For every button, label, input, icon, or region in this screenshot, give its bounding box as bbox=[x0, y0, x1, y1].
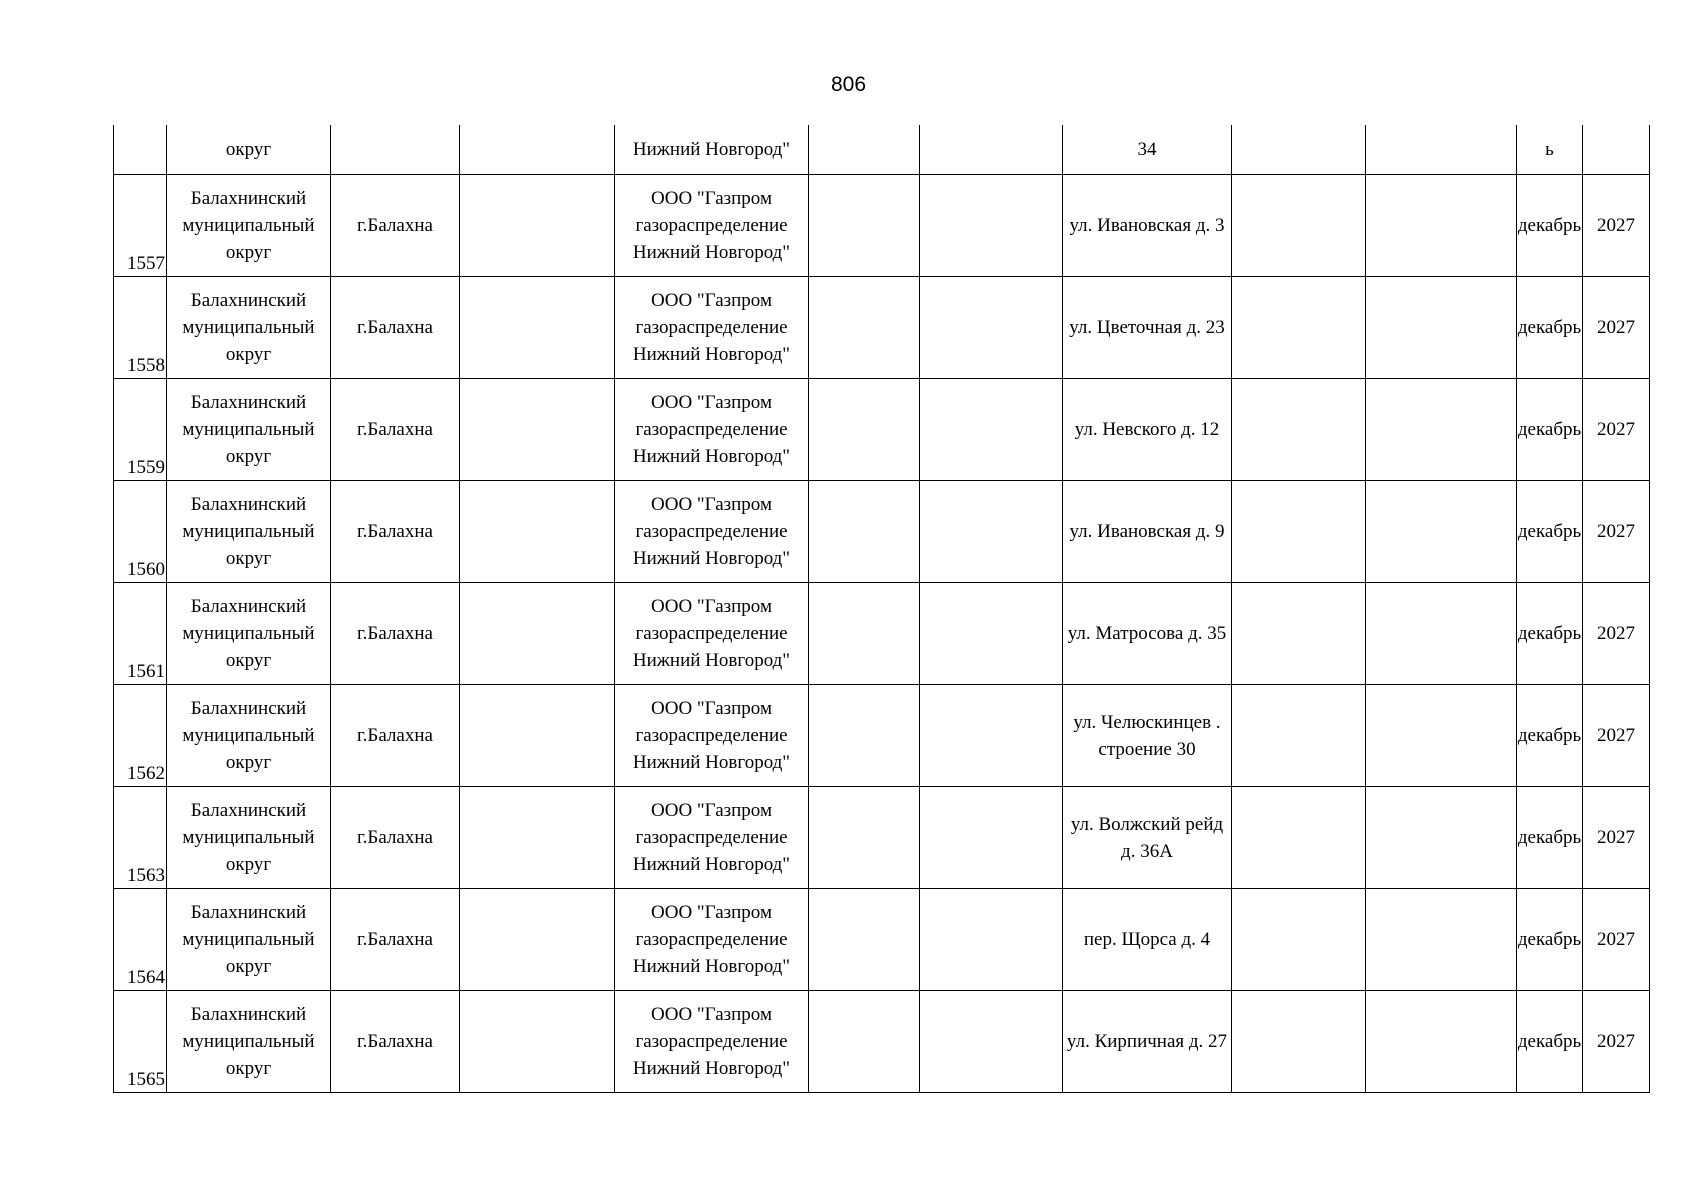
cell-blank-2 bbox=[809, 889, 920, 991]
cell-blank-2 bbox=[809, 379, 920, 481]
cell-blank-4 bbox=[1232, 991, 1366, 1093]
cell-blank-5 bbox=[1366, 379, 1517, 481]
cell-blank-3 bbox=[920, 787, 1063, 889]
cell-settlement: г.Балахна bbox=[331, 889, 460, 991]
cell-address: ул. Кирпичная д. 27 bbox=[1063, 991, 1232, 1093]
cell-district: Балахнинский муниципальный округ bbox=[167, 379, 331, 481]
cell-num: 1563 bbox=[114, 787, 167, 889]
cell-num bbox=[114, 125, 167, 175]
cell-operator: ООО "Газпром газораспределение Нижний Новгород" bbox=[615, 685, 809, 787]
cell-num: 1562 bbox=[114, 685, 167, 787]
cell-blank-2 bbox=[809, 481, 920, 583]
cell-blank-2 bbox=[809, 685, 920, 787]
cell-blank-4 bbox=[1232, 125, 1366, 175]
cell-blank-1 bbox=[460, 685, 615, 787]
cell-settlement: г.Балахна bbox=[331, 175, 460, 277]
registry-body bbox=[114, 125, 1650, 1093]
table-row bbox=[114, 379, 1650, 481]
cell-settlement: г.Балахна bbox=[331, 787, 460, 889]
cell-year: 2027 bbox=[1583, 175, 1650, 277]
cell-blank-1 bbox=[460, 991, 615, 1093]
cell-district: Балахнинский муниципальный округ bbox=[167, 685, 331, 787]
cell-blank-1 bbox=[460, 125, 615, 175]
cell-month: ь bbox=[1517, 125, 1583, 175]
page-number: 806 bbox=[830, 73, 867, 96]
cell-blank-3 bbox=[920, 889, 1063, 991]
cell-address: 34 bbox=[1063, 125, 1232, 175]
cell-blank-5 bbox=[1366, 125, 1517, 175]
cell-blank-1 bbox=[460, 787, 615, 889]
cell-num: 1561 bbox=[114, 583, 167, 685]
cell-num: 1558 bbox=[114, 277, 167, 379]
table-row bbox=[114, 991, 1650, 1093]
cell-blank-2 bbox=[809, 175, 920, 277]
cell-settlement: г.Балахна bbox=[331, 583, 460, 685]
cell-blank-3 bbox=[920, 379, 1063, 481]
cell-district: Балахнинский муниципальный округ bbox=[167, 787, 331, 889]
cell-district: Балахнинский муниципальный округ bbox=[167, 991, 331, 1093]
cell-district: Балахнинский муниципальный округ bbox=[167, 481, 331, 583]
cell-month: декабрь bbox=[1517, 481, 1583, 583]
cell-blank-1 bbox=[460, 583, 615, 685]
cell-blank-3 bbox=[920, 125, 1063, 175]
cell-operator: ООО "Газпром газораспределение Нижний Новгород" bbox=[615, 277, 809, 379]
continuation-row bbox=[114, 125, 1650, 175]
registry-table bbox=[113, 125, 1650, 1093]
cell-address: ул. Ивановская д. 9 bbox=[1063, 481, 1232, 583]
cell-num: 1559 bbox=[114, 379, 167, 481]
cell-address: ул. Невского д. 12 bbox=[1063, 379, 1232, 481]
table-row bbox=[114, 175, 1650, 277]
cell-district: Балахнинский муниципальный округ bbox=[167, 175, 331, 277]
cell-settlement: г.Балахна bbox=[331, 277, 460, 379]
table-row bbox=[114, 277, 1650, 379]
cell-month: декабрь bbox=[1517, 277, 1583, 379]
cell-num: 1564 bbox=[114, 889, 167, 991]
cell-blank-5 bbox=[1366, 481, 1517, 583]
cell-blank-4 bbox=[1232, 379, 1366, 481]
cell-blank-5 bbox=[1366, 685, 1517, 787]
cell-blank-5 bbox=[1366, 787, 1517, 889]
cell-month: декабрь bbox=[1517, 175, 1583, 277]
table-row bbox=[114, 787, 1650, 889]
cell-settlement: г.Балахна bbox=[331, 481, 460, 583]
cell-settlement bbox=[331, 125, 460, 175]
cell-address: ул. Матросова д. 35 bbox=[1063, 583, 1232, 685]
cell-year: 2027 bbox=[1583, 991, 1650, 1093]
cell-address: ул. Волжский рейд д. 36А bbox=[1063, 787, 1232, 889]
cell-month: декабрь bbox=[1517, 379, 1583, 481]
cell-blank-1 bbox=[460, 481, 615, 583]
cell-blank-1 bbox=[460, 277, 615, 379]
cell-year: 2027 bbox=[1583, 481, 1650, 583]
cell-blank-5 bbox=[1366, 991, 1517, 1093]
cell-settlement: г.Балахна bbox=[331, 991, 460, 1093]
cell-blank-2 bbox=[809, 787, 920, 889]
cell-blank-2 bbox=[809, 991, 920, 1093]
cell-operator: ООО "Газпром газораспределение Нижний Новгород" bbox=[615, 889, 809, 991]
cell-blank-3 bbox=[920, 175, 1063, 277]
cell-blank-4 bbox=[1232, 277, 1366, 379]
cell-operator: ООО "Газпром газораспределение Нижний Новгород" bbox=[615, 379, 809, 481]
cell-settlement: г.Балахна bbox=[331, 685, 460, 787]
cell-blank-2 bbox=[809, 583, 920, 685]
cell-num: 1565 bbox=[114, 991, 167, 1093]
cell-district: Балахнинский муниципальный округ bbox=[167, 889, 331, 991]
cell-blank-3 bbox=[920, 685, 1063, 787]
cell-blank-2 bbox=[809, 125, 920, 175]
cell-year: 2027 bbox=[1583, 685, 1650, 787]
cell-blank-5 bbox=[1366, 583, 1517, 685]
cell-year: 2027 bbox=[1583, 277, 1650, 379]
cell-blank-3 bbox=[920, 277, 1063, 379]
cell-operator: ООО "Газпром газораспределение Нижний Новгород" bbox=[615, 481, 809, 583]
cell-year: 2027 bbox=[1583, 787, 1650, 889]
cell-month: декабрь bbox=[1517, 685, 1583, 787]
cell-blank-5 bbox=[1366, 277, 1517, 379]
cell-blank-5 bbox=[1366, 889, 1517, 991]
cell-district: Балахнинский муниципальный округ bbox=[167, 277, 331, 379]
cell-settlement: г.Балахна bbox=[331, 379, 460, 481]
cell-month: декабрь bbox=[1517, 991, 1583, 1093]
cell-operator: ООО "Газпром газораспределение Нижний Новгород" bbox=[615, 787, 809, 889]
cell-blank-4 bbox=[1232, 889, 1366, 991]
cell-blank-2 bbox=[809, 277, 920, 379]
cell-year bbox=[1583, 125, 1650, 175]
cell-blank-1 bbox=[460, 889, 615, 991]
cell-month: декабрь bbox=[1517, 787, 1583, 889]
cell-operator: ООО "Газпром газораспределение Нижний Новгород" bbox=[615, 175, 809, 277]
cell-num: 1557 bbox=[114, 175, 167, 277]
cell-blank-3 bbox=[920, 583, 1063, 685]
table-row bbox=[114, 685, 1650, 787]
table-row bbox=[114, 889, 1650, 991]
cell-blank-4 bbox=[1232, 787, 1366, 889]
cell-district: Балахнинский муниципальный округ bbox=[167, 583, 331, 685]
cell-blank-4 bbox=[1232, 583, 1366, 685]
cell-address: ул. Цветочная д. 23 bbox=[1063, 277, 1232, 379]
cell-blank-4 bbox=[1232, 175, 1366, 277]
cell-blank-1 bbox=[460, 175, 615, 277]
cell-address: ул. Ивановская д. 3 bbox=[1063, 175, 1232, 277]
cell-operator: ООО "Газпром газораспределение Нижний Новгород" bbox=[615, 991, 809, 1093]
cell-year: 2027 bbox=[1583, 583, 1650, 685]
cell-blank-1 bbox=[460, 379, 615, 481]
cell-month: декабрь bbox=[1517, 889, 1583, 991]
cell-blank-4 bbox=[1232, 685, 1366, 787]
table-row bbox=[114, 583, 1650, 685]
cell-blank-4 bbox=[1232, 481, 1366, 583]
cell-year: 2027 bbox=[1583, 889, 1650, 991]
cell-num: 1560 bbox=[114, 481, 167, 583]
cell-district: округ bbox=[167, 125, 331, 175]
cell-blank-3 bbox=[920, 991, 1063, 1093]
cell-month: декабрь bbox=[1517, 583, 1583, 685]
table-row bbox=[114, 481, 1650, 583]
cell-address: пер. Щорса д. 4 bbox=[1063, 889, 1232, 991]
cell-operator: Нижний Новгород" bbox=[615, 125, 809, 175]
cell-year: 2027 bbox=[1583, 379, 1650, 481]
cell-operator: ООО "Газпром газораспределение Нижний Новгород" bbox=[615, 583, 809, 685]
cell-address: ул. Челюскинцев . строение 30 bbox=[1063, 685, 1232, 787]
cell-blank-5 bbox=[1366, 175, 1517, 277]
cell-blank-3 bbox=[920, 481, 1063, 583]
